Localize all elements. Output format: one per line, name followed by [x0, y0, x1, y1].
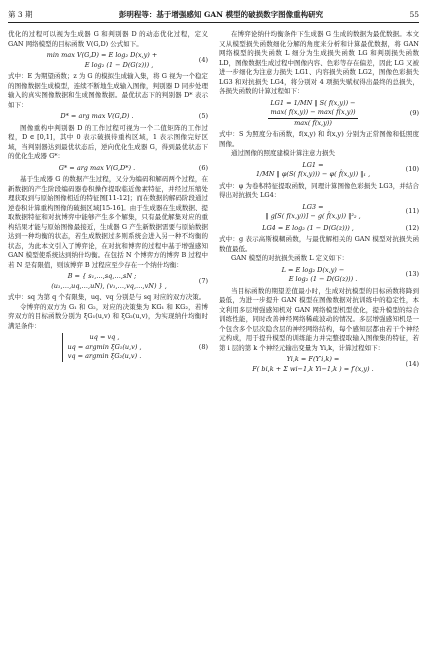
- equation-7: B = { s₁,…,sq,…,sN ; (u₁,…,uq,…,uN), (v₁,…,vq,…,vN) } , (7): [51, 272, 208, 290]
- equation-6: G* = arg max V(G,D*) . (6): [58, 163, 208, 172]
- paragraph: 图像重构中判别器 D 的工作过程可视为一个二值矩阵的工作过程，D ∈ [0,1]，其中 0 表示破损待重构区域，1 表示图像完好区域，当判别器达到最优状态后，逆向优化生成器 G，得到最优状态下的优化生成器 G*：: [8, 123, 208, 160]
- paragraph: GAN 模型的对抗损失函数 L 定义如下：: [231, 254, 349, 262]
- left-column: [8, 30, 208, 654]
- paragraph: 基于生成器 G 的数据产生过程，又分为编码和解码两个过程，在新数据的产生阶段编码器卷积操作提取临近像素特征，并经过压缩处理获取到与原始图像相近的特征图[11-12]；而在数据的解码阶段通过逆卷积计算重构图像的破损区域[15-16]。由于生成器在生成数据、提取数据特征和对抗博弈中能够产生多个解集，只有最优解集对应的重构结果才能与原始图像最接近，生成器 G 产生新数据需要与原始数据达到一种均衡的状态，若生成数据过多则系统会进入另一种不均衡的状态，为此本文引入了博弈论，在对抗和博弈的过程中基于增强感知 GAN 模型使系统达到纳什均衡。在包括 N 个博弈方的博弈 B 过程中若 N 是有限值，则该博弈 B 过程应至少存在一个纳什均衡：: [8, 175, 208, 269]
- equation-8: uq = vq , uq = argmin ξG₁(u,v) , vq = argmin ξG₂(u,v) . (8): [8, 333, 208, 362]
- paragraph: 在博弈论纳什均衡条件下生成器 G 生成的数据为最优数据。本文又从模型损失函数细化分解的角度来分析和计算最优数据，将 GAN 网络模型的损失函数 L 细分为生成损失函数 LG 和判别损失函数 LD，图像数据生成过程中图像内容、色彩等存在偏差，因此 LG 又被进一步细化为注意力损失 LG1、内容损失函数 LG2，图像色彩损失 LG3 和对抗损失 LG4，将分别对 4 项损失赋权得出最终的总损失，各损失函数的计算过程如下：: [219, 30, 419, 95]
- equation-4: min max V(G,D) = E log₂ D(x,y) + E log₂ (1 − D(G(z))) , (4): [46, 51, 208, 69]
- paragraph: 优化的过程可以视为生成器 G 和判别器 D 的动态优化过程，定义 GAN 网络模型的目标函数 V(G,D) 公式如下。: [8, 30, 208, 48]
- paragraph: 式中：g 表示高斯模糊函数，与最优解相关的 GAN 模型对抗损失函数值最低。: [219, 235, 419, 253]
- equation-13: L = E log₂ D(x,y) − E log₂ (1 − D(G(z))) . (13): [281, 265, 419, 283]
- page-number: 55: [409, 9, 419, 19]
- running-title: 彭明程等：基于增强感知 GAN 模型的破损数字图像重构研究: [118, 9, 324, 19]
- paragraph: 通过图像的照度建模计算注意力损失: [231, 149, 335, 157]
- paragraph: 式中：sq 为第 q 个有限集，uq、vq 分别是与 sq 对应的双方决策。: [8, 293, 206, 301]
- paragraph: 式中：S 为照度分布函数，f(x,y) 和 f̂(x,y) 分别为正常图像和低照度图像。: [219, 130, 419, 148]
- equation-14: Yi,k = F(Y′i,k) = F( bi,k + Σ wi−1,k Yi−1,k ) = f′(x,y) . (14): [252, 355, 419, 373]
- equation-9: LG1 = 1/MN ‖ S( f(x,y)) − $\frac{\max( f(x,y)) - \max( f̂(x,y))}{\max( f̂(x,y))}$ (9): [270, 98, 419, 127]
- issue-label: 第 3 期: [8, 9, 33, 19]
- paragraph: 令博弈的双方为 G₁ 和 G₂，对应的决策集为 KG₁ 和 KG₂，若博弈双方的目标函数分别为 ξG₁(u,v) 和 ξG₂(u,v)，为实现纳什均衡时满足条件：: [8, 302, 208, 330]
- equation-10: LG1 = 1/MN ‖ φ(S( f(x,y))) − φ( f̂(x,y)) ‖₁ , (10): [255, 160, 419, 178]
- page-header: [8, 6, 419, 23]
- paragraph: 式中：φ 为卷积特征提取函数，同理计算图像色彩损失 LG3，并结合得出对抗损失 LG4：: [219, 181, 419, 199]
- paragraph: 当目标函数的期望差值最小时，生成对抗模型的目标函数将降到最低，为进一步提升 GAN 模型在图像数据对抗训练中的稳定性，本文利用多层增强感知机对 GAN 网络模型机型优化，提升模型的综合训练性能，同时改善神经网络稀疏波动的情况。多层增强感知机是一个包含多个层次隐含层的神经网络结构，每个感知层都由若干个神经元构成，用于提升模型的训练能力并完整提取输入图像集的特征，若第 i 层的第 k 个神经元输出变量为 Yi,k，计算过程如下：: [219, 286, 419, 352]
- equation-12: LG4 = E log₂ (1 − D(G(z))) , (12): [262, 223, 419, 232]
- equation-11: LG3 = ‖ g[S( f(x,y))] − g( f̂(x,y)) ‖²₂ , (11): [265, 202, 419, 220]
- brace: uq = vq , uq = argmin ξG₁(u,v) , vq = argmin ξG₂(u,v) .: [62, 333, 141, 362]
- paragraph: 式中：E 为期望函数；z 为 G 的模拟生成输入集，将 G 视为一个稳定的图像数据生成模型，连续不断地生成输入图像，判别器 D 同步处理输入的真实图像数据和生成图像数据。最优状态下的判别器 D* 表示如下：: [8, 72, 208, 109]
- equation-5: D* = arg max V(G,D) . (5): [60, 112, 208, 120]
- right-column: [219, 30, 419, 654]
